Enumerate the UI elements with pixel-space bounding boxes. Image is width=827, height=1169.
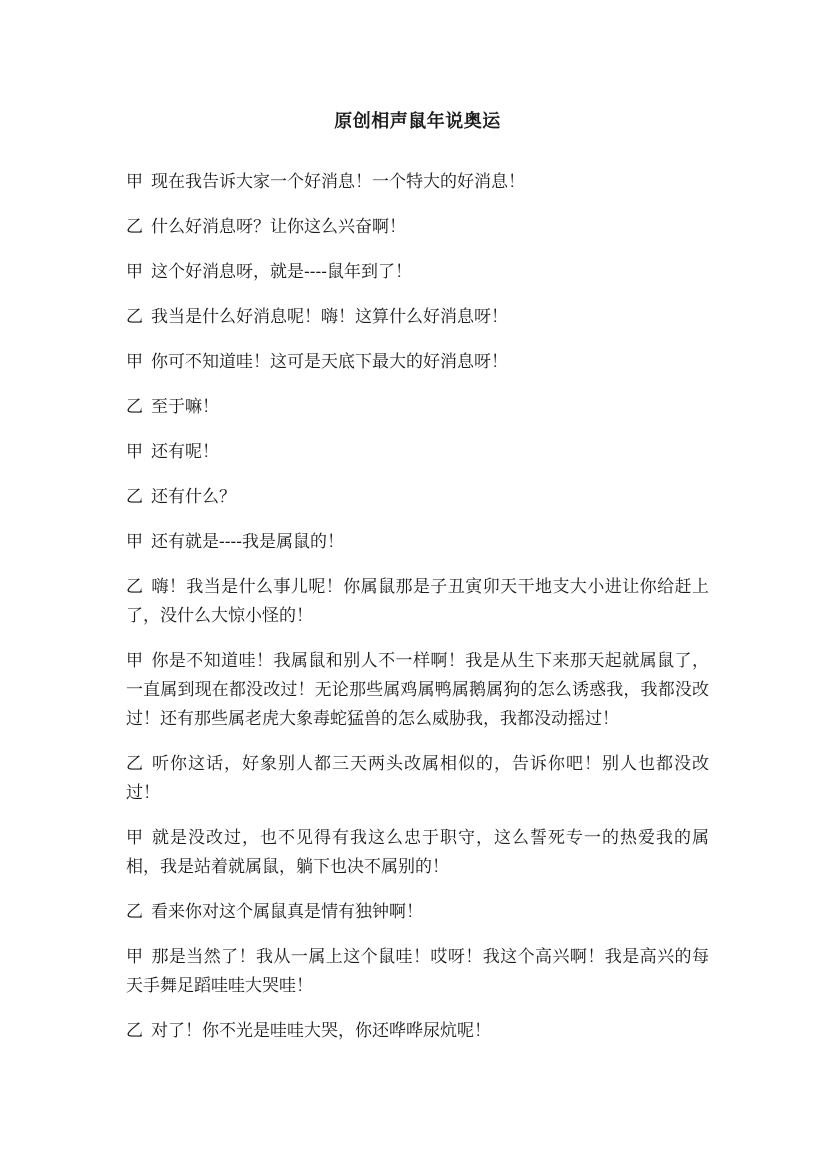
dialogue-text: 那是当然了！我从一属上这个鼠哇！哎呀！我这个高兴啊！我是高兴的每天手舞足蹈哇哇大哭哇！: [126, 947, 709, 996]
speaker-label: 甲: [126, 532, 143, 552]
dialogue-line: [126, 258, 709, 287]
speaker-label: 乙: [126, 902, 143, 922]
speaker-label: 甲: [126, 828, 144, 848]
dialogue-text: 对了！你不光是哇哇大哭，你还哗哗尿炕呢！: [151, 1021, 491, 1041]
dialogue-line: [126, 943, 709, 1001]
dialogue-text: 这个好消息呀，就是----鼠年到了！: [151, 262, 412, 282]
dialogue-text: 你可不知道哇！这可是天底下最大的好消息呀！: [151, 352, 508, 372]
speaker-label: 乙: [126, 217, 143, 237]
speaker-label: 乙: [126, 577, 144, 597]
dialogue-text: 看来你对这个属鼠真是情有独钟啊！: [151, 902, 423, 922]
dialogue-text: 就是没改过，也不见得有我这么忠于职守，这么誓死专一的热爱我的属相，我是站着就属鼠，躺下也决不属别的！: [126, 828, 709, 877]
dialogue-text: 至于嘛！: [151, 397, 219, 417]
speaker-label: 甲: [126, 262, 143, 282]
dialogue-text: 什么好消息呀？让你这么兴奋啊！: [151, 217, 406, 237]
dialogue-line: [126, 168, 709, 197]
dialogue-text: 还有就是----我是属鼠的！: [151, 532, 344, 552]
speaker-label: 甲: [126, 947, 144, 967]
dialogue-line: [126, 438, 709, 467]
speaker-label: 甲: [126, 352, 143, 372]
dialogue-line: [126, 393, 709, 422]
dialogue-text: 我当是什么好消息呢！嗨！这算什么好消息呀！: [151, 307, 508, 327]
dialogue-line: [126, 824, 709, 882]
dialogue-line: [126, 303, 709, 332]
speaker-label: 乙: [126, 487, 143, 507]
dialogue-line: [126, 348, 709, 377]
dialogue-line: [126, 528, 709, 557]
dialogue-line: [126, 647, 709, 734]
dialogue-line: [126, 483, 709, 512]
dialogue-text: 你是不知道哇！我属鼠和别人不一样啊！我是从生下来那天起就属鼠了，一直属到现在都没改过！无论那些属鸡属鸭属鹅属狗的怎么诱惑我，我都没改过！还有那些属老虎大象毒蛇猛兽的怎么威胁我，我都没动摇过！: [126, 651, 709, 729]
speaker-label: 乙: [126, 1021, 143, 1041]
dialogue-line: [126, 898, 709, 927]
speaker-label: 甲: [126, 442, 143, 462]
document-title: 原创相声鼠年说奥运: [334, 111, 501, 132]
speaker-label: 甲: [126, 651, 144, 671]
dialogue-text: 还有呢！: [151, 442, 219, 462]
dialogue-line: [126, 213, 709, 242]
dialogue-text: 现在我告诉大家一个好消息！一个特大的好消息！: [151, 172, 525, 192]
speaker-label: 乙: [126, 397, 143, 417]
speaker-label: 乙: [126, 307, 143, 327]
dialogue-body: [126, 168, 709, 1046]
speaker-label: 甲: [126, 172, 143, 192]
dialogue-text: 嗨！我当是什么事儿呢！你属鼠那是子丑寅卯天干地支大小进让你给赶上了，没什么大惊小怪的！: [126, 577, 709, 626]
dialogue-line: [126, 750, 709, 808]
speaker-label: 乙: [126, 754, 144, 774]
dialogue-line: [126, 1017, 709, 1046]
dialogue-line: [126, 573, 709, 631]
dialogue-text: 听你这话，好象别人都三天两头改属相似的，告诉你吧！别人也都没改过！: [126, 754, 709, 803]
dialogue-text: 还有什么？: [151, 487, 236, 507]
